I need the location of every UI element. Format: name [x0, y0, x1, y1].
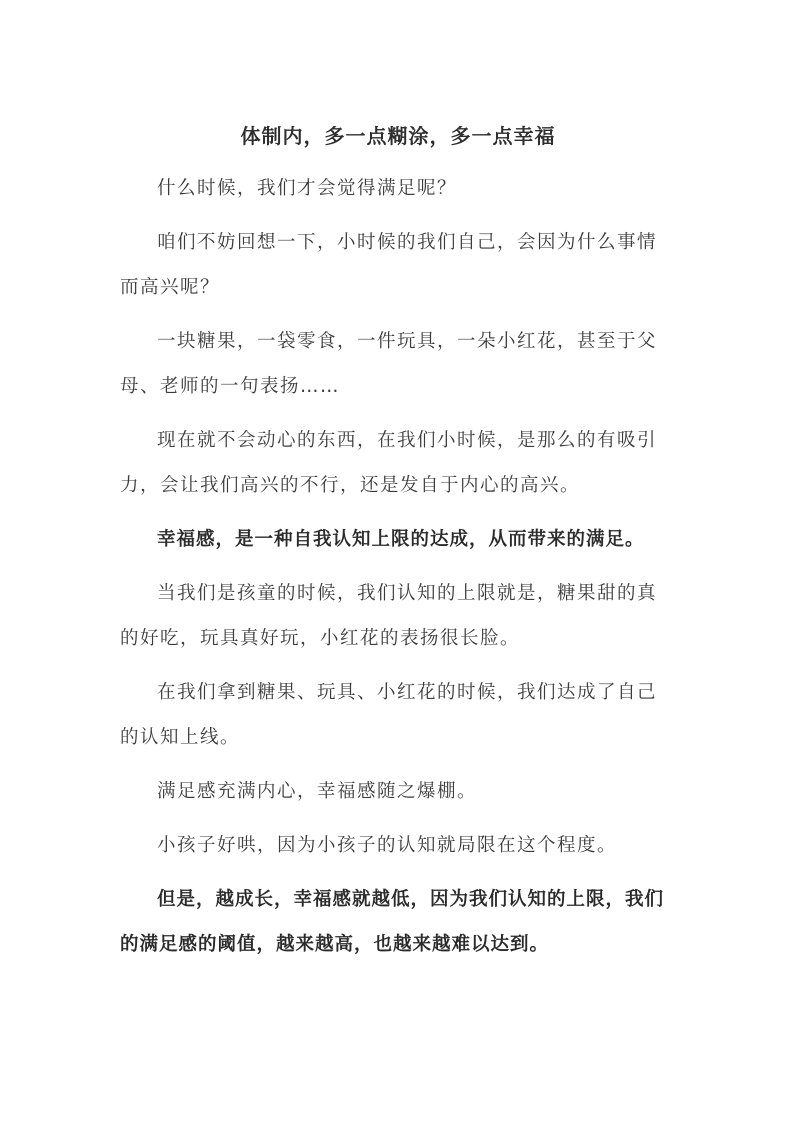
paragraph-4: 现在就不会动心的东西，在我们小时候，是那么的有吸引力，会让我们高兴的不行，还是发自于内心的高兴。: [120, 430, 658, 496]
paragraph-6: 当我们是孩童的时候，我们认知的上限就是，糖果甜的真的好吃，玩具真好玩，小红花的表扬很长脸。: [120, 583, 658, 649]
paragraph-2: 咱们不妨回想一下，小时候的我们自己，会因为什么事情而高兴呢？: [120, 232, 658, 298]
document-page: [120, 118, 676, 967]
paragraph-9: 小孩子好哄，因为小孩子的认知就局限在这个程度。: [157, 835, 618, 856]
paragraph-8: 满足感充满内心，幸福感随之爆棚。: [157, 781, 478, 802]
paragraph-1: 什么时候，我们才会觉得满足呢？: [157, 178, 458, 199]
paragraph-7: 在我们拿到糖果、玩具、小红花的时候，我们达成了自己的认知上线。: [120, 682, 658, 748]
paragraph-5-bold: 幸福感，是一种自我认知上限的达成，从而带来的满足。: [157, 529, 645, 550]
paragraph-3: 一块糖果，一袋零食，一件玩具，一朵小红花，甚至于父母、老师的一句表扬……: [120, 331, 658, 397]
document-title: 体制内，多一点糊涂，多一点幸福: [240, 124, 556, 148]
paragraph-10-bold: 但是，越成长，幸福感就越低，因为我们认知的上限，我们的满足感的阈值，越来越高，也越来越难以达到。: [120, 889, 665, 955]
